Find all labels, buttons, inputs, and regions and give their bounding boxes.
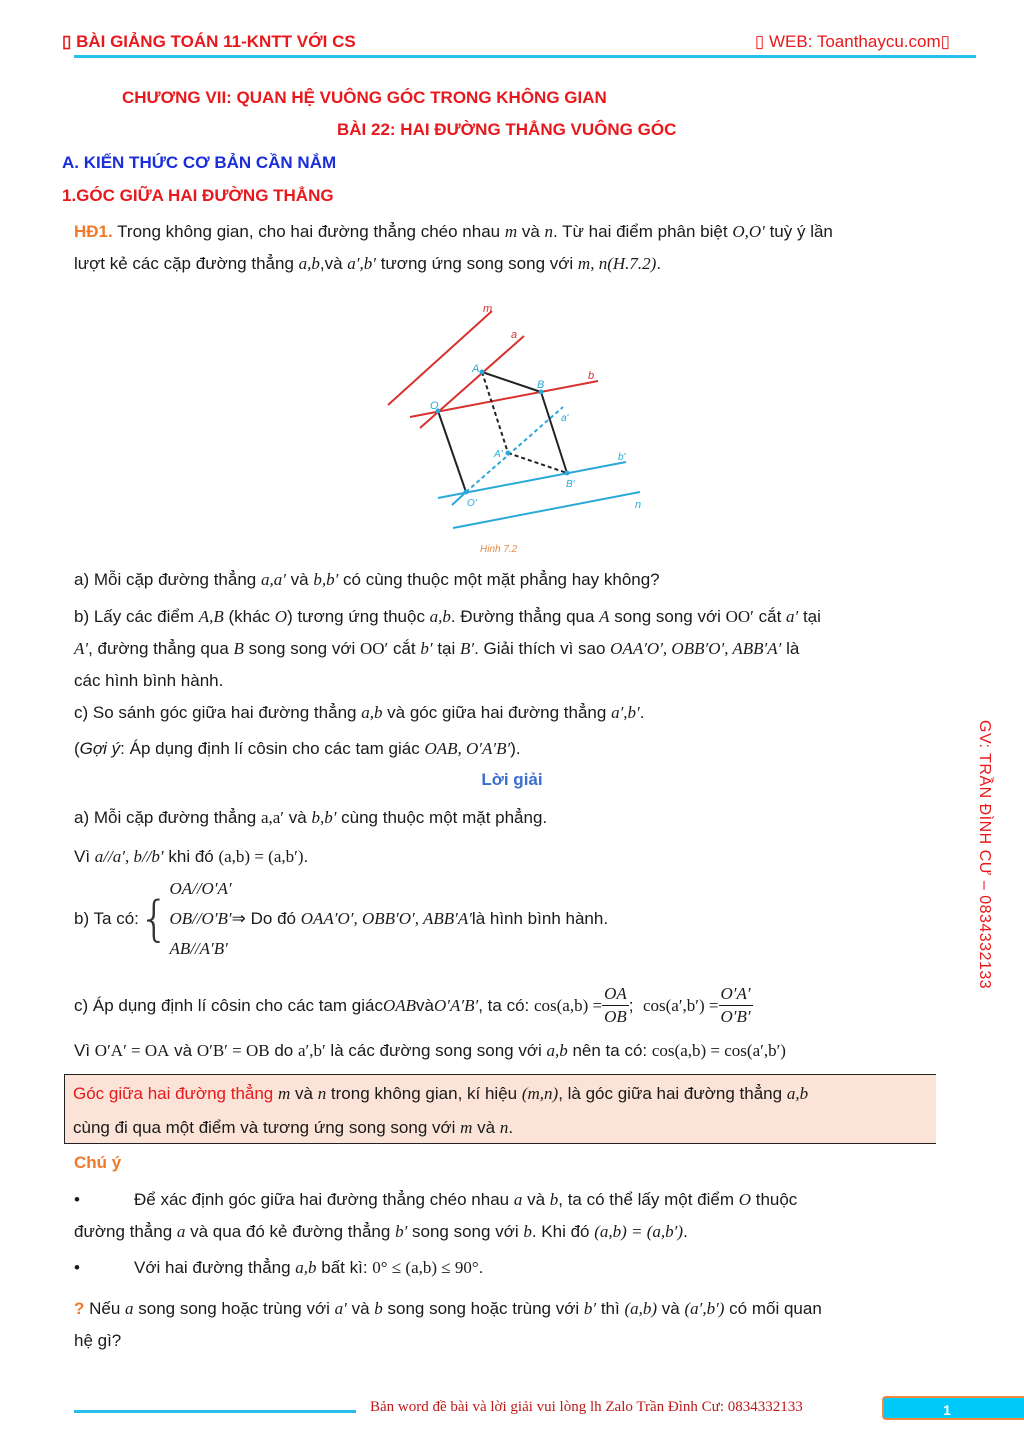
- math: a,b: [361, 703, 383, 722]
- text: Trong không gian, cho hai đường thẳng chéo nhau: [112, 222, 505, 241]
- math: m: [504, 222, 518, 241]
- text: cắt: [753, 607, 787, 626]
- label-b: b: [588, 370, 595, 382]
- math: (a′,b′): [684, 1299, 725, 1318]
- text: tại: [432, 639, 460, 658]
- text: và qua đó kẻ đường thẳng: [185, 1222, 396, 1241]
- text: . Từ hai điểm phân biệt: [553, 222, 733, 241]
- math: OO′: [359, 639, 389, 658]
- text: và: [284, 808, 312, 827]
- text: , đường thẳng qua: [88, 639, 234, 658]
- text: song song với: [407, 1222, 524, 1241]
- hd1-label: HĐ1.: [74, 222, 113, 241]
- point-O-prime: [464, 490, 469, 495]
- math: OAB: [383, 995, 417, 1015]
- text: thì: [596, 1299, 625, 1318]
- math: O: [738, 1190, 751, 1209]
- text: và: [285, 570, 314, 589]
- text: .: [478, 1258, 484, 1277]
- footer-contact: Bản word đề bài và lời giải vui lòng lh Zalo Trần Đình Cư: 0834332133: [370, 1399, 803, 1415]
- text: và: [522, 1190, 550, 1209]
- text: .: [683, 1222, 688, 1241]
- math: b,b′: [311, 808, 337, 827]
- point-A: [480, 370, 485, 375]
- solution-heading: Lời giải: [481, 770, 543, 789]
- text: tuỳ ý lần: [764, 222, 833, 241]
- math: B′: [460, 639, 475, 658]
- math: a′: [786, 607, 799, 626]
- math: B: [233, 639, 244, 658]
- text: . Giải thích vì sao: [474, 639, 611, 658]
- text: Vì: [74, 1041, 95, 1060]
- solution-a-reason: [74, 841, 944, 873]
- text: do: [269, 1041, 298, 1060]
- text: Với hai đường thẳng: [134, 1258, 296, 1277]
- numerator: OA: [602, 983, 629, 1006]
- text: thuộc: [751, 1190, 798, 1209]
- page-number-badge: 1: [882, 1396, 1024, 1420]
- math: a′: [334, 1299, 347, 1318]
- text: ).: [510, 739, 521, 758]
- definition-line2: [73, 1111, 936, 1145]
- math: b′: [395, 1222, 408, 1241]
- text: nên ta có:: [567, 1041, 652, 1060]
- condition: OB//O′B′: [169, 909, 232, 928]
- definition-term: Góc giữa hai đường thẳng: [73, 1084, 274, 1103]
- solution-b: [74, 874, 944, 964]
- math: (a,b): [624, 1299, 658, 1318]
- math: cos(a,b) =: [533, 995, 603, 1015]
- figure-caption: Hinh 7.2: [480, 544, 518, 555]
- math: b,b′: [313, 570, 339, 589]
- math: OAA′O′, OBB′O′, ABB′A′: [300, 909, 472, 928]
- question-relationship-line1: [74, 1293, 954, 1325]
- math: cos(a′,b′) =: [642, 995, 719, 1015]
- chapter-title: CHƯƠNG VII: QUAN HỆ VUÔNG GÓC TRONG KHÔNG GIAN: [122, 88, 607, 107]
- text: ⇒ Do đó: [231, 909, 296, 928]
- section-a-heading: A. KIẾN THỨC CƠ BẢN CẦN NẮM: [62, 153, 337, 172]
- note-bullet-1-text: [134, 1184, 797, 1216]
- question-mark-icon: ?: [74, 1299, 85, 1318]
- label-A-prime: A': [494, 449, 503, 460]
- question-b-line3: các hình bình hành.: [74, 671, 224, 690]
- text: có cùng thuộc một mặt phẳng hay không?: [338, 570, 660, 589]
- text: khi đó: [163, 847, 219, 866]
- text: cùng đi qua một điểm và tương ứng song song với: [73, 1118, 461, 1137]
- text: , ta có thể lấy một điểm: [558, 1190, 739, 1209]
- definition-box: [64, 1074, 936, 1144]
- label-B-prime: B': [566, 479, 575, 490]
- math: b: [374, 1299, 383, 1318]
- question-relationship-line2: hệ gì?: [74, 1331, 122, 1350]
- math: (a,b) = (a,b′): [218, 847, 304, 866]
- math: (m,n): [521, 1084, 559, 1103]
- text: và: [290, 1084, 318, 1103]
- math: cos(a,b) = cos(a′,b′): [651, 1041, 786, 1060]
- text: c) Áp dụng định lí côsin cho các tam giác: [74, 995, 383, 1015]
- denominator: O′B′: [720, 1007, 751, 1026]
- label-m: m: [483, 303, 493, 315]
- question-a: [74, 564, 944, 596]
- condition: OA//O′A′: [169, 879, 232, 898]
- math: a: [176, 1222, 186, 1241]
- header-website[interactable]: ▯ WEB: Toanthaycu.com▯: [754, 32, 950, 51]
- fraction-OA-OB: [602, 983, 629, 1028]
- text: , ta có:: [478, 995, 530, 1015]
- text: và: [657, 1299, 685, 1318]
- author-side-label: GV: TRẦN ĐÌNH CƯ – 0834332133: [976, 720, 993, 990]
- math: OAB, O′A′B′: [424, 739, 511, 758]
- label-A: A: [472, 363, 480, 375]
- text: song song với: [243, 639, 360, 658]
- segment-AB: [482, 372, 541, 392]
- note-heading: Chú ý: [74, 1153, 122, 1172]
- text: a) Mỗi cặp đường thẳng: [74, 570, 261, 589]
- text: Vì: [74, 847, 95, 866]
- solution-c-conclusion: [74, 1035, 974, 1067]
- denominator: OB: [604, 1007, 627, 1026]
- text: ) tương ứng thuộc: [287, 607, 430, 626]
- header-divider: [74, 55, 976, 58]
- point-B-prime: [565, 471, 570, 476]
- solution-c: [74, 983, 974, 1028]
- math: m: [460, 1118, 473, 1137]
- text: và: [472, 1118, 500, 1137]
- math: A′: [74, 639, 89, 658]
- line-m: [388, 311, 492, 405]
- text: trong không gian, kí hiệu: [326, 1084, 522, 1103]
- text: và: [169, 1041, 197, 1060]
- math: O′A′ = OA: [94, 1041, 170, 1060]
- text: song song với: [609, 607, 726, 626]
- text: c) So sánh góc giữa hai đường thẳng: [74, 703, 362, 722]
- lesson-title: BÀI 22: HAI ĐƯỜNG THẲNG VUÔNG GÓC: [337, 120, 677, 139]
- point-A-prime: [506, 451, 511, 456]
- math: a′,b′: [611, 703, 640, 722]
- math: n: [499, 1118, 509, 1137]
- question-c: [74, 697, 944, 729]
- question-b: [74, 601, 944, 697]
- text: .: [508, 1118, 514, 1137]
- text: có mối quan: [724, 1299, 822, 1318]
- math: a,a′: [260, 808, 285, 827]
- text: b) Lấy các điểm: [74, 607, 199, 626]
- text: .: [303, 847, 309, 866]
- condition: AB//A′B′: [169, 939, 228, 958]
- hint-label: Gợi ý: [79, 739, 121, 758]
- math: a,a′: [260, 570, 286, 589]
- text: ,và: [319, 254, 348, 273]
- math: a′,b′: [347, 254, 376, 273]
- label-n: n: [635, 499, 642, 511]
- math: A,B: [198, 607, 224, 626]
- label-b-prime: b': [618, 452, 626, 463]
- math: b′: [420, 639, 433, 658]
- math: A: [599, 607, 610, 626]
- math: a,b: [546, 1041, 568, 1060]
- text: ;: [628, 995, 634, 1015]
- segment-OO-prime: [438, 411, 466, 492]
- segment-BB-prime: [541, 392, 567, 473]
- question-b-line2: [74, 633, 944, 665]
- text: lượt kẻ các cặp đường thẳng: [74, 254, 299, 273]
- label-O: O: [430, 400, 439, 412]
- text: : Áp dụng định lí côsin cho các tam giác: [120, 739, 425, 758]
- math: m: [278, 1084, 291, 1103]
- text: (khác: [223, 607, 275, 626]
- text: là hình bình hành.: [471, 909, 609, 928]
- text: b) Ta có:: [74, 909, 139, 928]
- header-title: ▯ BÀI GIẢNG TOÁN 11-KNTT VỚI CS: [62, 32, 356, 51]
- label-O-prime: O': [467, 498, 477, 509]
- text: cùng thuộc một mặt phẳng.: [336, 808, 548, 827]
- text: tại: [798, 607, 821, 626]
- note-bullet-2-text: [134, 1252, 483, 1284]
- text: .: [656, 254, 662, 273]
- line-n: [453, 492, 640, 528]
- note-bullet-1-continued: [74, 1216, 944, 1248]
- segment-AA-prime: [482, 372, 508, 453]
- text: và: [517, 222, 545, 241]
- bullet-icon: •: [74, 1190, 80, 1209]
- math: O,O′: [732, 222, 765, 241]
- solution-a: [74, 802, 944, 834]
- brace-icon: {: [138, 891, 170, 947]
- text: đường thẳng: [74, 1222, 177, 1241]
- text: Nếu: [84, 1299, 126, 1318]
- label-a: a: [511, 329, 518, 341]
- math: a: [513, 1190, 523, 1209]
- math: a,b: [429, 607, 451, 626]
- text: là các đường song song với: [325, 1041, 547, 1060]
- text: (: [74, 739, 80, 758]
- math: a,b: [786, 1084, 809, 1103]
- question-relationship: [74, 1293, 954, 1357]
- math: a: [125, 1299, 134, 1318]
- text: , là góc giữa hai đường thẳng: [558, 1084, 787, 1103]
- text: và góc giữa hai đường thẳng: [382, 703, 612, 722]
- bullet-icon: •: [74, 1258, 80, 1277]
- math: a//a′, b//b′: [94, 847, 164, 866]
- definition-line1: [73, 1077, 936, 1111]
- math: OAA′O′, OBB′O′, ABB′A′: [610, 639, 782, 658]
- math: n: [544, 222, 554, 241]
- math: b: [549, 1190, 559, 1209]
- activity-hd1: [74, 216, 944, 280]
- text: song song hoặc trùng với: [133, 1299, 335, 1318]
- math: a,b: [298, 254, 320, 273]
- math: (a,b) = (a,b′): [594, 1222, 684, 1241]
- text: song song hoặc trùng với: [382, 1299, 584, 1318]
- text: tương ứng song song với: [375, 254, 578, 273]
- text: a) Mỗi cặp đường thẳng: [74, 808, 261, 827]
- footer-divider: [74, 1410, 356, 1413]
- hd1-line1: [74, 216, 944, 248]
- math: O: [274, 607, 288, 626]
- text: Để xác định góc giữa hai đường thẳng chéo nhau: [134, 1190, 514, 1209]
- math: a,b: [295, 1258, 317, 1277]
- line-a-prime: [466, 407, 563, 492]
- text: bất kì:: [316, 1258, 373, 1277]
- math: O′A′B′: [434, 995, 479, 1015]
- text: . Đường thẳng qua: [450, 607, 600, 626]
- section-1-heading: 1.GÓC GIỮA HAI ĐƯỜNG THẲNG: [62, 186, 334, 205]
- system-of-conditions: [169, 874, 231, 964]
- segment-A-prime-B-prime: [508, 453, 567, 473]
- math: OO′: [725, 607, 754, 626]
- text: .: [639, 703, 645, 722]
- text: và: [416, 995, 435, 1015]
- label-B: B: [537, 379, 545, 391]
- math: b: [523, 1222, 532, 1241]
- math: 0° ≤ (a,b) ≤ 90°: [372, 1258, 479, 1277]
- hd1-line2: [74, 248, 944, 280]
- text: là: [781, 639, 800, 658]
- text: cắt: [388, 639, 421, 658]
- math: b′: [583, 1299, 597, 1318]
- math: m, n(H.7.2): [577, 254, 657, 273]
- fraction-OA-prime-OB-prime: [719, 983, 753, 1028]
- hint: [74, 733, 944, 765]
- figure-7-2: [380, 290, 660, 560]
- label-a-prime: a': [561, 413, 569, 424]
- numerator: O′A′: [719, 983, 753, 1006]
- text: và: [346, 1299, 375, 1318]
- math: n: [317, 1084, 327, 1103]
- question-b-line1: [74, 601, 944, 633]
- math: a′,b′: [297, 1041, 326, 1060]
- math: O′B′ = OB: [196, 1041, 270, 1060]
- text: . Khi đó: [531, 1222, 595, 1241]
